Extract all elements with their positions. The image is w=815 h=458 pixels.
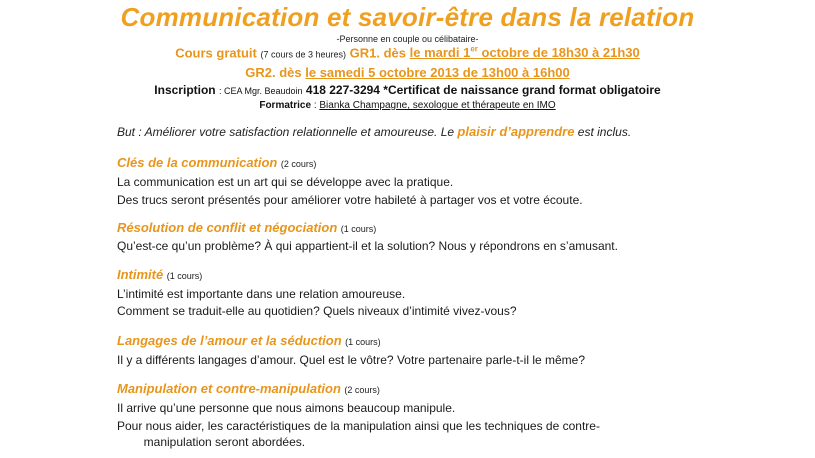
section-line: L’intimité est importante dans une relation amoureuse. xyxy=(117,287,406,301)
subtitle: -Personne en couple ou célibataire- xyxy=(336,34,479,44)
section-line: Comment se traduit-elle au quotidien? Quels niveaux d’intimité vivez-vous? xyxy=(117,304,517,318)
group1-date-sup: er xyxy=(470,45,478,54)
trainer-line xyxy=(0,100,815,111)
section-title: Clés de la communication xyxy=(117,155,278,170)
section-count: (2 cours) xyxy=(344,385,380,395)
section-line: La communication est un art qui se développe avec la pratique. xyxy=(117,175,454,189)
group1-label: GR1. dès xyxy=(349,45,406,61)
section-line: Pour nous aider, les caractéristiques de la manipulation ainsi que les techniques de contre- xyxy=(117,419,600,433)
free-course-label: Cours gratuit xyxy=(175,45,257,61)
registration-place: : CEA Mgr. Beaudoin xyxy=(218,86,303,96)
section-heading xyxy=(117,267,202,282)
section-line: Il arrive qu’une personne que nous aimons beaucoup manipule. xyxy=(117,401,456,415)
section-line: Il y a différents langages d’amour. Quel est le vôtre? Votre partenaire parle-t-il le même? xyxy=(117,353,586,367)
section-title: Intimité xyxy=(117,267,164,282)
trainer-colon: : xyxy=(313,100,317,111)
section-heading xyxy=(117,155,316,170)
section-count: (2 cours) xyxy=(280,159,317,169)
section-count: (1 cours) xyxy=(340,224,377,234)
section-title: Manipulation et contre-manipulation xyxy=(117,381,341,396)
group2-date: le samedi 5 octobre 2013 de 13h00 à 16h00 xyxy=(305,65,570,80)
goal-line xyxy=(117,124,631,139)
group1-date: le mardi 1 xyxy=(409,45,471,61)
goal-text: But : Améliorer votre satisfaction relationnelle et amoureuse. Le xyxy=(117,125,455,139)
goal-highlight: plaisir d’apprendre xyxy=(457,124,575,139)
registration-line xyxy=(0,83,815,97)
schedule-group-2 xyxy=(0,65,815,80)
section-line: Des trucs seront présentés pour améliorer votre habileté à partager vos et votre écoute. xyxy=(117,193,583,207)
group2-label: GR2. dès xyxy=(245,65,302,80)
section-title: Résolution de conflit et négociation xyxy=(117,220,338,235)
trainer-name: Bianka Champagne, sexologue et thérapeute en IMO xyxy=(319,100,556,111)
page-title: Communication et savoir-être dans la relation xyxy=(120,2,695,32)
group1-time: octobre de 18h30 à 21h30 xyxy=(481,45,640,61)
section-line: manipulation seront abordées. xyxy=(117,435,306,449)
registration-label: Inscription xyxy=(154,83,216,97)
section-count: (1 cours) xyxy=(345,337,381,347)
course-count: (7 cours de 3 heures) xyxy=(260,49,347,60)
section-line: Qu’est-ce qu’un problème? À qui appartient-il et la solution? Nous y répondrons en s’amusant. xyxy=(117,239,618,253)
schedule-group-1 xyxy=(0,45,815,60)
trainer-label: Formatrice xyxy=(259,100,312,111)
registration-phone: 418 227-3294 *Certificat de naissance grand format obligatoire xyxy=(305,83,661,97)
goal-end: est inclus. xyxy=(577,125,632,139)
section-title: Langages de l’amour et la séduction xyxy=(117,333,342,348)
section-heading xyxy=(117,220,376,235)
section-count: (1 cours) xyxy=(166,271,203,281)
section-heading xyxy=(117,333,381,348)
section-heading xyxy=(117,381,380,396)
